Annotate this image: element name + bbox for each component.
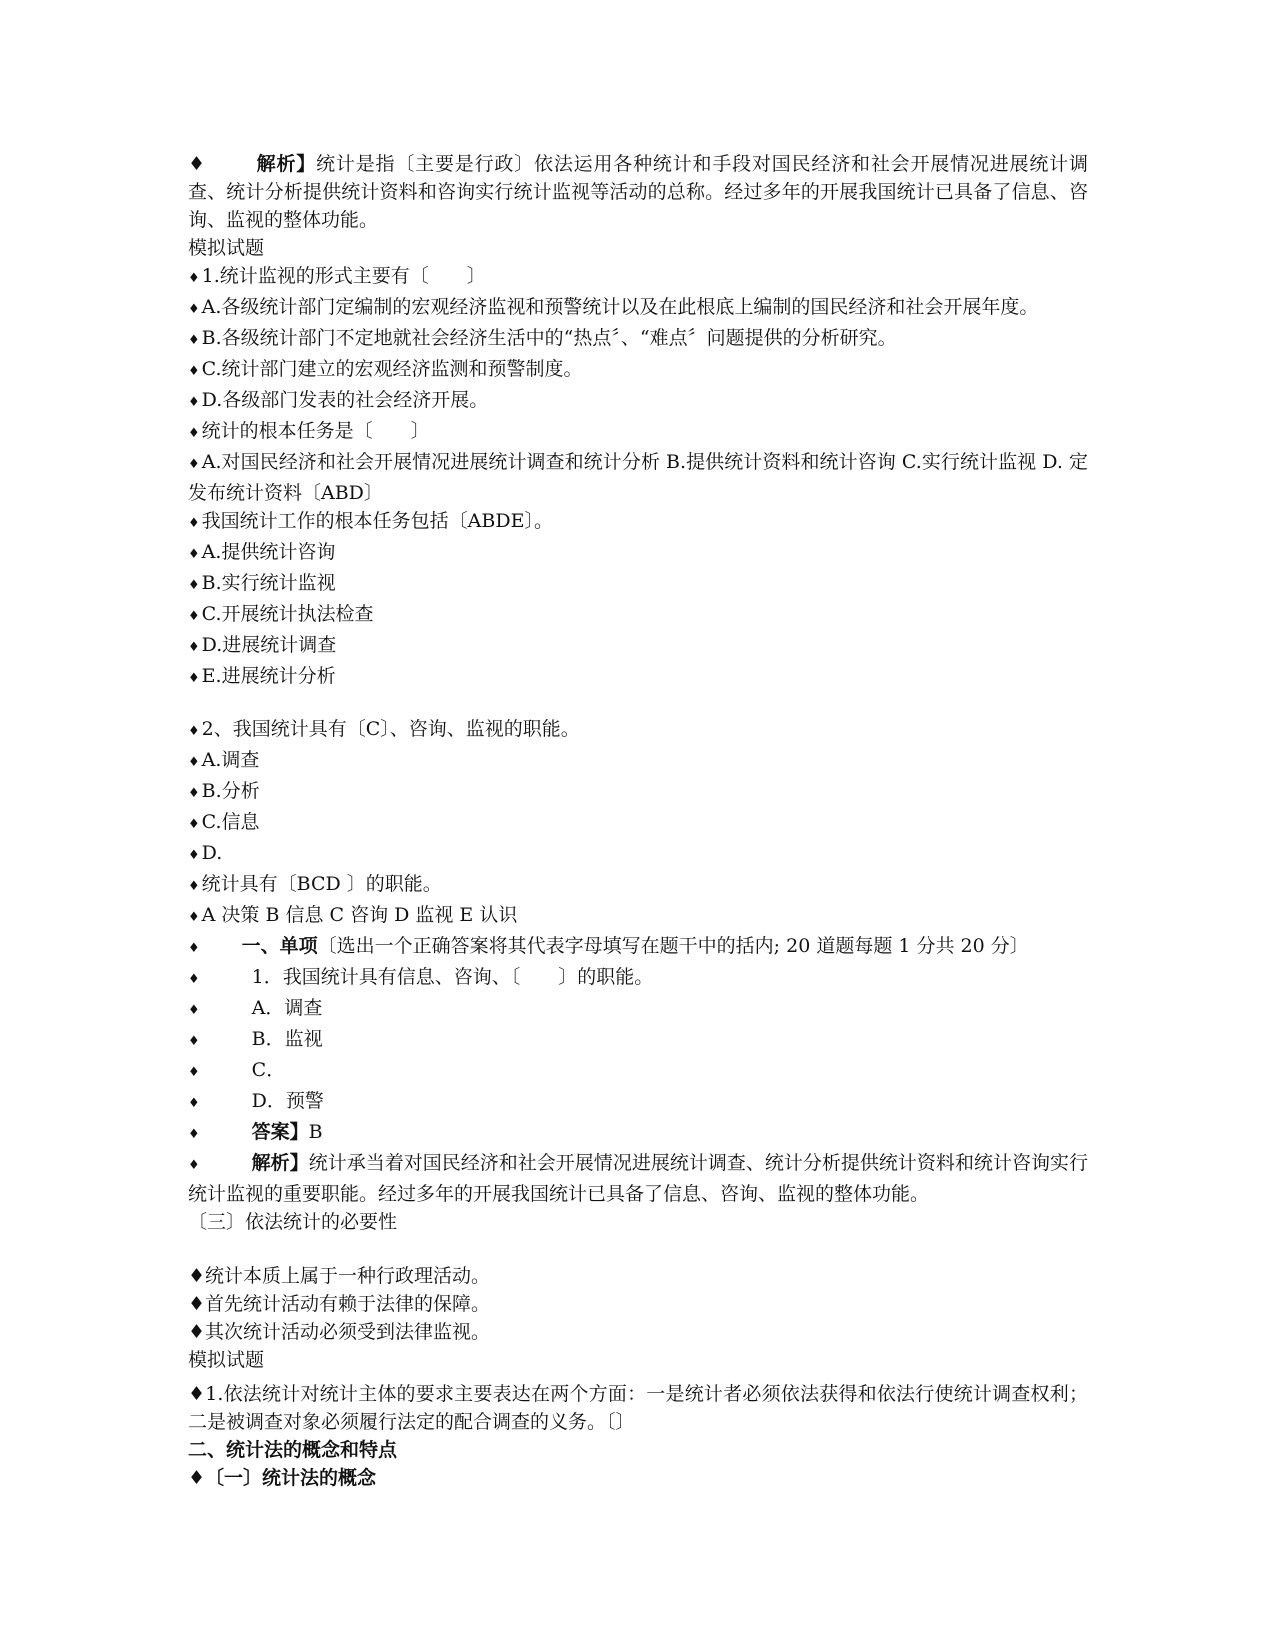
question-1: ♦ 1.统计监视的形式主要有〔 〕 <box>188 265 486 287</box>
single-choice-option-d: ♦ D．预警 <box>188 1090 324 1112</box>
bullet-diamond-icon: ♦ <box>188 1383 206 1405</box>
document-page <box>188 150 1088 1492</box>
question-2-options: ♦ A.对国民经济和社会开展情况进展统计调查和统计分析 B.提供统计资料和统计咨询 C.实行统计监视 D. 定发布统计资料〔ABD〕 <box>188 451 1088 504</box>
bullet-diamond-icon: ♦ <box>188 1265 206 1287</box>
question-3-option-b: ♦ B.实行统计监视 <box>188 572 336 594</box>
bullet-diamond-icon: ♦ <box>188 972 200 987</box>
bullet-diamond-icon: ♦ <box>188 609 200 624</box>
bullet-diamond-icon: ♦ <box>188 302 200 317</box>
point-2: ♦首先统计活动有赖于法律的保障。 <box>188 1293 491 1315</box>
bullet-diamond-icon: ♦ <box>188 671 200 686</box>
bullet-diamond-icon: ♦ <box>188 395 200 410</box>
question-1-option-d: ♦ D.各级部门发表的社会经济开展。 <box>188 389 489 411</box>
bullet-diamond-icon: ♦ <box>188 755 200 770</box>
point-1: ♦统计本质上属于一种行政理活动。 <box>188 1265 491 1287</box>
bullet-diamond-icon: ♦ <box>188 1065 200 1080</box>
bullet-diamond-icon: ♦ <box>188 457 200 472</box>
question-2: ♦ 统计的根本任务是〔 〕 <box>188 420 430 442</box>
analysis-paragraph-1 <box>188 150 1088 234</box>
question-3: ♦ 我国统计工作的根本任务包括〔ABDE〕。 <box>188 510 553 532</box>
mock-exam-heading-2: 模拟试题 <box>188 1349 265 1371</box>
analysis-text: 统计是指〔主要是行政〕依法运用各种统计和手段对国民经济和社会开展情况进展统计调查、统计分析提供统计资料和咨询实行统计监视等活动的总称。经过多年的开展我国统计已具备了信息、咨询、监视的整体功能。 <box>188 153 1088 231</box>
section-2-1-heading: ♦〔一〕统计法的概念 <box>188 1467 377 1489</box>
bullet-diamond-icon: ♦ <box>188 786 200 801</box>
bullet-diamond-icon: ♦ <box>188 1467 206 1489</box>
bullet-diamond-icon: ♦ <box>188 817 200 832</box>
question-5: ♦ 统计具有〔BCD 〕的职能。 <box>188 873 442 895</box>
point-3: ♦其次统计活动必须受到法律监视。 <box>188 1321 491 1343</box>
single-choice-question: ♦ 1．我国统计具有信息、咨询、〔 〕的职能。 <box>188 966 654 988</box>
spacer <box>188 1236 1088 1262</box>
single-choice-option-c: ♦ C． <box>188 1059 286 1081</box>
section-1-heading: ♦ 一、单项〔选出一个正确答案将其代表字母填写在题干中的括内; 20 道题每题 1 分共 20 分〕 <box>188 935 1029 957</box>
section-2-heading: 二、统计法的概念和特点 <box>188 1439 398 1461</box>
spacer <box>188 693 1088 715</box>
mock-question-1: ♦1.依法统计对统计主体的要求主要表达在两个方面：一是统计者必须依法获得和依法行使统计调查权利；二是被调查对象必须履行法定的配合调查的义务。〔〕 <box>188 1383 1088 1433</box>
question-3-option-c: ♦ C.开展统计执法检查 <box>188 603 374 625</box>
bullet-diamond-icon: ♦ <box>188 547 200 562</box>
single-choice-option-a: ♦ A．调查 <box>188 997 323 1019</box>
question-4-option-d: ♦ D. <box>188 842 223 864</box>
question-3-option-d: ♦ D.进展统计调查 <box>188 634 337 656</box>
question-1-option-b: ♦ B.各级统计部门不定地就社会经济生活中的“热点〞、“难点〞问题提供的分析研究。 <box>188 327 897 349</box>
bullet-diamond-icon: ♦ <box>188 941 200 956</box>
bullet-diamond-icon: ♦ <box>188 578 200 593</box>
bullet-diamond-icon: ♦ <box>188 364 200 379</box>
bullet-diamond-icon: ♦ <box>188 1321 206 1343</box>
single-choice-option-b: ♦ B．监视 <box>188 1028 323 1050</box>
question-4-option-c: ♦ C.信息 <box>188 811 260 833</box>
bullet-diamond-icon: ♦ <box>188 1003 200 1018</box>
bullet-diamond-icon: ♦ <box>188 640 200 655</box>
subsection-heading-3: 〔三〕依法统计的必要性 <box>188 1211 398 1233</box>
bullet-diamond-icon: ♦ <box>188 724 200 739</box>
question-5-options: ♦ A 决策 B 信息 C 咨询 D 监视 E 认识 <box>188 904 518 926</box>
bullet-diamond-icon: ♦ <box>188 426 200 441</box>
bullet-diamond-icon: ♦ <box>188 879 200 894</box>
question-4-option-b: ♦ B.分析 <box>188 780 260 802</box>
bullet-diamond-icon: ♦ <box>188 333 200 348</box>
bullet-diamond-icon: ♦ <box>188 1127 200 1142</box>
question-4-option-a: ♦ A.调查 <box>188 749 260 771</box>
bullet-diamond-icon: ♦ <box>188 1034 200 1049</box>
bullet-diamond-icon: ♦ <box>188 153 206 175</box>
bullet-diamond-icon: ♦ <box>188 516 200 531</box>
analysis-paragraph-2: ♦ 解析】统计承当着对国民经济和社会开展情况进展统计调查、统计分析提供统计资料和统计咨询实行统计监视的重要职能。经过多年的开展我国统计已具备了信息、咨询、监视的整体功能。 <box>188 1152 1088 1205</box>
answer-line: ♦ 答案】B <box>188 1121 323 1143</box>
question-3-option-e: ♦ E.进展统计分析 <box>188 665 336 687</box>
question-1-option-a: ♦ A.各级统计部门定编制的宏观经济监视和预警统计以及在此根底上编制的国民经济和社会开展年度。 <box>188 296 1039 318</box>
analysis-label: 解析】 <box>255 153 317 175</box>
question-1-option-c: ♦ C.统计部门建立的宏观经济监测和预警制度。 <box>188 358 583 380</box>
question-4: ♦ 2、我国统计具有〔C〕、咨询、监视的职能。 <box>188 718 580 740</box>
bullet-diamond-icon: ♦ <box>188 271 200 286</box>
mock-exam-heading: 模拟试题 <box>188 237 265 259</box>
question-3-option-a: ♦ A.提供统计咨询 <box>188 541 336 563</box>
bullet-diamond-icon: ♦ <box>188 1158 200 1173</box>
bullet-diamond-icon: ♦ <box>188 848 200 863</box>
bullet-diamond-icon: ♦ <box>188 1293 206 1315</box>
bullet-diamond-icon: ♦ <box>188 910 200 925</box>
bullet-diamond-icon: ♦ <box>188 1096 200 1111</box>
